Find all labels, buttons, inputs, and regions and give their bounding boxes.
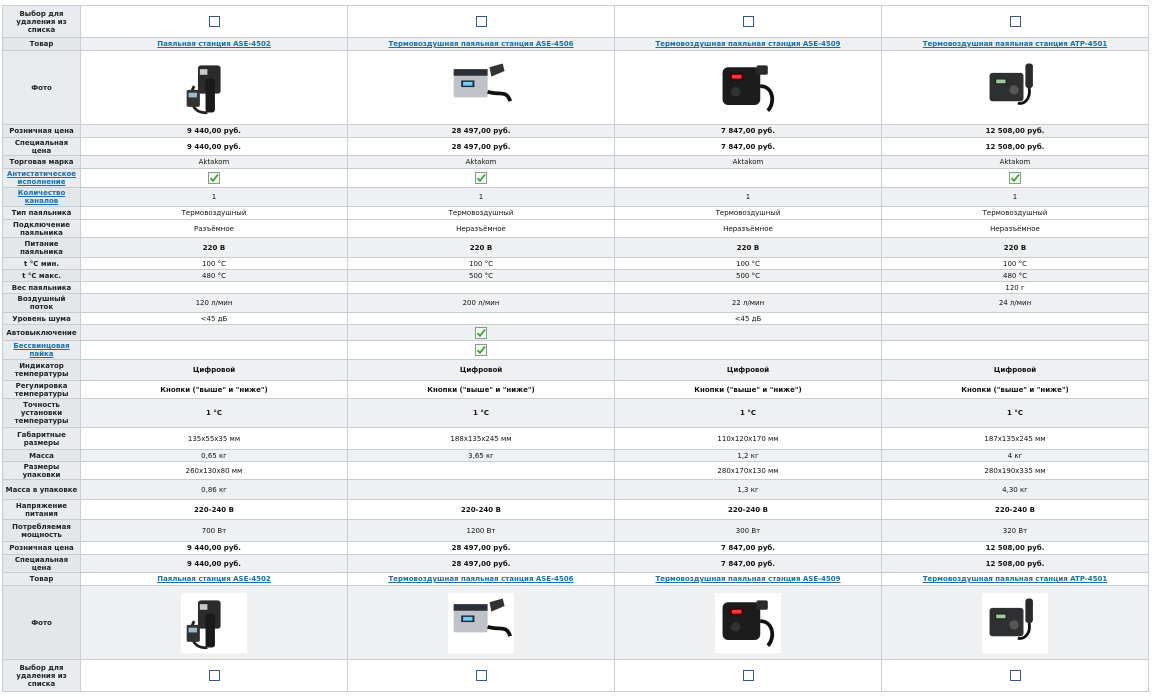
special-price-value: 28 497,00 руб. [348, 138, 615, 156]
temp-accuracy-value: 1 °C [81, 399, 348, 428]
row-label-product: Товар [3, 573, 81, 586]
airflow-value: 200 л/мин [348, 294, 615, 313]
iron-weight-value: 120 г [882, 282, 1149, 294]
special-price-value: 12 508,00 руб. [882, 138, 1149, 156]
dimensions-value: 187x135x245 мм [882, 428, 1149, 450]
antistatic-value [348, 169, 615, 188]
antistatic-value [615, 169, 882, 188]
row-select [3, 660, 1149, 692]
row-iron-weight [3, 282, 1149, 294]
row-label-iron-power: Питание паяльника [3, 238, 81, 258]
product-photo-cell [615, 51, 882, 125]
row-tmax [3, 270, 1149, 282]
special-price-value: 9 440,00 руб. [81, 555, 348, 573]
iron-weight-value [615, 282, 882, 294]
dimensions-value: 188x135x245 мм [348, 428, 615, 450]
row-retail-price [3, 542, 1149, 555]
remove-from-list-checkbox[interactable] [209, 16, 220, 27]
retail-price-value: 7 847,00 руб. [615, 542, 882, 555]
row-label-supply-voltage: Напряжение питания [3, 500, 81, 520]
temp-accuracy-value: 1 °C [882, 399, 1149, 428]
check-mark-icon [475, 172, 487, 184]
pack-dimensions-value: 280x170x130 мм [615, 462, 882, 480]
row-channels [3, 188, 1149, 207]
iron-weight-value [348, 282, 615, 294]
soldering-station-photo-icon[interactable] [181, 57, 247, 119]
row-pack-mass [3, 480, 1149, 500]
retail-price-value: 12 508,00 руб. [882, 542, 1149, 555]
row-label-special-price: Специальная цена [3, 138, 81, 156]
row-label-iron-weight: Вес паяльника [3, 282, 81, 294]
product-name-cell [81, 38, 348, 51]
product-name-cell [615, 38, 882, 51]
product-name-cell [615, 573, 882, 586]
row-leadfree [3, 341, 1149, 360]
autooff-value [81, 325, 348, 341]
special-price-value: 12 508,00 руб. [882, 555, 1149, 573]
product-link[interactable]: Термовоздушная паяльная станция ASE-4506 [388, 575, 574, 583]
iron-connection-value: Неразъёмное [615, 220, 882, 238]
product-name-cell [348, 573, 615, 586]
row-label-select: Выбор для удаления из списка [3, 6, 81, 38]
remove-checkbox-cell [615, 660, 882, 692]
soldering-station-photo-icon[interactable] [448, 57, 514, 119]
row-select [3, 6, 1149, 38]
power-consumption-value: 1200 Вт [348, 520, 615, 542]
row-label-mass: Масса [3, 450, 81, 462]
row-autooff [3, 325, 1149, 341]
comparison-table [2, 5, 1149, 692]
retail-price-value: 9 440,00 руб. [81, 125, 348, 138]
noise-value [348, 313, 615, 325]
product-link[interactable]: Термовоздушная паяльная станция ATP-4501 [922, 575, 1108, 583]
temp-indicator-value: Цифровой [615, 360, 882, 381]
iron-power-value: 220 В [615, 238, 882, 258]
product-photo-cell [882, 586, 1149, 660]
airflow-value: 22 л/мин [615, 294, 882, 313]
comparison-panel [2, 5, 1148, 692]
remove-checkbox-cell [882, 660, 1149, 692]
brand-value: Aktakom [615, 156, 882, 169]
temp-accuracy-value: 1 °C [615, 399, 882, 428]
noise-value: <45 дБ [81, 313, 348, 325]
row-label-iron-connection: Подключение паяльника [3, 220, 81, 238]
row-iron-connection [3, 220, 1149, 238]
iron-type-value: Термовоздушный [81, 207, 348, 220]
mass-value: 1,2 кг [615, 450, 882, 462]
soldering-station-photo-icon[interactable] [982, 57, 1048, 119]
mass-value: 0,65 кг [81, 450, 348, 462]
antistatic-help-link[interactable]: Антистатическое исполнение [6, 170, 77, 186]
check-mark-icon [208, 172, 220, 184]
row-brand [3, 156, 1149, 169]
pack-mass-value: 4,30 кг [882, 480, 1149, 500]
dimensions-value: 135x55x35 мм [81, 428, 348, 450]
row-supply-voltage [3, 500, 1149, 520]
remove-from-list-checkbox[interactable] [1010, 670, 1021, 681]
supply-voltage-value: 220-240 В [81, 500, 348, 520]
row-product [3, 38, 1149, 51]
row-special-price [3, 555, 1149, 573]
noise-value: <45 дБ [615, 313, 882, 325]
product-name-cell [81, 573, 348, 586]
pack-dimensions-value: 260x130x80 мм [81, 462, 348, 480]
iron-connection-value: Разъёмное [81, 220, 348, 238]
autooff-value [882, 325, 1149, 341]
row-label-brand: Торговая марка [3, 156, 81, 169]
remove-checkbox-cell [348, 6, 615, 38]
power-consumption-value: 300 Вт [615, 520, 882, 542]
row-label-retail-price: Розничная цена [3, 542, 81, 555]
row-label-product: Товар [3, 38, 81, 51]
row-power-consumption [3, 520, 1149, 542]
pack-dimensions-value [348, 462, 615, 480]
row-label-leadfree[interactable] [3, 341, 81, 360]
row-temp-accuracy [3, 399, 1149, 428]
special-price-value: 7 847,00 руб. [615, 138, 882, 156]
row-antistatic [3, 169, 1149, 188]
noise-value [882, 313, 1149, 325]
tmax-value: 480 °C [882, 270, 1149, 282]
pack-mass-value [348, 480, 615, 500]
dimensions-value: 110x120x170 мм [615, 428, 882, 450]
tmin-value: 100 °C [882, 258, 1149, 270]
iron-connection-value: Неразъёмное [348, 220, 615, 238]
row-retail-price [3, 125, 1149, 138]
retail-price-value: 12 508,00 руб. [882, 125, 1149, 138]
brand-value: Aktakom [348, 156, 615, 169]
product-name-cell [348, 38, 615, 51]
leadfree-help-link[interactable]: Бессвинцовая пайка [13, 342, 70, 358]
row-label-pack-mass: Масса в упаковке [3, 480, 81, 500]
product-link[interactable]: Термовоздушная паяльная станция ASE-4509 [655, 40, 841, 48]
row-label-select: Выбор для удаления из списка [3, 660, 81, 692]
mass-value: 4 кг [882, 450, 1149, 462]
row-label-autooff: Автовыключение [3, 325, 81, 341]
leadfree-value [81, 341, 348, 360]
autooff-value [615, 325, 882, 341]
iron-connection-value: Неразъёмное [882, 220, 1149, 238]
product-photo-cell [81, 586, 348, 660]
brand-value: Aktakom [81, 156, 348, 169]
pack-mass-value: 0,86 кг [81, 480, 348, 500]
row-label-photo: Фото [3, 586, 81, 660]
airflow-value: 120 л/мин [81, 294, 348, 313]
channels-help-link[interactable]: Количество каналов [17, 189, 66, 205]
temp-accuracy-value: 1 °C [348, 399, 615, 428]
product-name-cell [882, 38, 1149, 51]
iron-power-value: 220 В [882, 238, 1149, 258]
row-photo [3, 586, 1149, 660]
special-price-value: 28 497,00 руб. [348, 555, 615, 573]
brand-value: Aktakom [882, 156, 1149, 169]
row-label-photo: Фото [3, 51, 81, 125]
channels-value: 1 [348, 188, 615, 207]
tmin-value: 100 °C [348, 258, 615, 270]
remove-from-list-checkbox[interactable] [476, 670, 487, 681]
remove-checkbox-cell [348, 660, 615, 692]
special-price-value: 7 847,00 руб. [615, 555, 882, 573]
product-name-cell [882, 573, 1149, 586]
row-label-retail-price: Розничная цена [3, 125, 81, 138]
product-photo-cell [348, 51, 615, 125]
supply-voltage-value: 220-240 В [615, 500, 882, 520]
pack-mass-value: 1,3 кг [615, 480, 882, 500]
autooff-value [348, 325, 615, 341]
iron-type-value: Термовоздушный [615, 207, 882, 220]
iron-power-value: 220 В [81, 238, 348, 258]
row-label-channels[interactable] [3, 188, 81, 207]
row-label-airflow: Воздушный поток [3, 294, 81, 313]
antistatic-value [81, 169, 348, 188]
check-mark-icon [475, 327, 487, 339]
mass-value: 3,65 кг [348, 450, 615, 462]
row-label-pack-dimensions: Размеры упаковки [3, 462, 81, 480]
row-label-noise: Уровень шума [3, 313, 81, 325]
power-consumption-value: 320 Вт [882, 520, 1149, 542]
check-mark-icon [475, 344, 487, 356]
remove-checkbox-cell [615, 6, 882, 38]
power-consumption-value: 700 Вт [81, 520, 348, 542]
row-label-iron-type: Тип паяльника [3, 207, 81, 220]
iron-type-value: Термовоздушный [348, 207, 615, 220]
row-tmin [3, 258, 1149, 270]
supply-voltage-value: 220-240 В [348, 500, 615, 520]
row-product [3, 573, 1149, 586]
soldering-station-photo-icon[interactable] [448, 592, 514, 654]
soldering-station-photo-icon[interactable] [715, 592, 781, 654]
tmax-value: 480 °C [81, 270, 348, 282]
check-mark-icon [1009, 172, 1021, 184]
soldering-station-photo-icon[interactable] [181, 592, 247, 654]
row-photo [3, 51, 1149, 125]
tmax-value: 500 °C [348, 270, 615, 282]
retail-price-value: 7 847,00 руб. [615, 125, 882, 138]
channels-value: 1 [81, 188, 348, 207]
remove-from-list-checkbox[interactable] [476, 16, 487, 27]
row-label-dimensions: Габаритные размеры [3, 428, 81, 450]
remove-from-list-checkbox[interactable] [209, 670, 220, 681]
retail-price-value: 28 497,00 руб. [348, 542, 615, 555]
row-mass [3, 450, 1149, 462]
row-label-power-consumption: Потребляемая мощность [3, 520, 81, 542]
remove-checkbox-cell [81, 660, 348, 692]
antistatic-value [882, 169, 1149, 188]
row-label-tmax: t °C макс. [3, 270, 81, 282]
airflow-value: 24 л/мин [882, 294, 1149, 313]
tmin-value: 100 °C [81, 258, 348, 270]
remove-checkbox-cell [81, 6, 348, 38]
product-photo-cell [81, 51, 348, 125]
temp-indicator-value: Цифровой [882, 360, 1149, 381]
iron-weight-value [81, 282, 348, 294]
leadfree-value [348, 341, 615, 360]
special-price-value: 9 440,00 руб. [81, 138, 348, 156]
leadfree-value [882, 341, 1149, 360]
product-photo-cell [348, 586, 615, 660]
row-noise [3, 313, 1149, 325]
iron-type-value: Термовоздушный [882, 207, 1149, 220]
row-label-antistatic[interactable] [3, 169, 81, 188]
retail-price-value: 9 440,00 руб. [81, 542, 348, 555]
product-link[interactable]: Термовоздушная паяльная станция ATP-4501 [922, 40, 1108, 48]
product-photo-cell [882, 51, 1149, 125]
pack-dimensions-value: 280x190x335 мм [882, 462, 1149, 480]
remove-from-list-checkbox[interactable] [1010, 16, 1021, 27]
remove-from-list-checkbox[interactable] [743, 16, 754, 27]
tmin-value: 100 °C [615, 258, 882, 270]
temp-regulation-value: Кнопки ("выше" и "ниже") [348, 381, 615, 399]
row-pack-dimensions [3, 462, 1149, 480]
temp-regulation-value: Кнопки ("выше" и "ниже") [615, 381, 882, 399]
row-label-temp-indicator: Индикатор температуры [3, 360, 81, 381]
retail-price-value: 28 497,00 руб. [348, 125, 615, 138]
tmax-value: 500 °C [615, 270, 882, 282]
channels-value: 1 [615, 188, 882, 207]
row-airflow [3, 294, 1149, 313]
soldering-station-photo-icon[interactable] [715, 57, 781, 119]
row-iron-type [3, 207, 1149, 220]
product-photo-cell [615, 586, 882, 660]
remove-from-list-checkbox[interactable] [743, 670, 754, 681]
row-label-tmin: t °C мин. [3, 258, 81, 270]
temp-regulation-value: Кнопки ("выше" и "ниже") [882, 381, 1149, 399]
remove-checkbox-cell [882, 6, 1149, 38]
temp-regulation-value: Кнопки ("выше" и "ниже") [81, 381, 348, 399]
product-link[interactable]: Паяльная станция ASE-4502 [157, 575, 271, 583]
soldering-station-photo-icon[interactable] [982, 592, 1048, 654]
leadfree-value [615, 341, 882, 360]
row-label-temp-accuracy: Точность установки температуры [3, 399, 81, 428]
temp-indicator-value: Цифровой [348, 360, 615, 381]
row-iron-power [3, 238, 1149, 258]
temp-indicator-value: Цифровой [81, 360, 348, 381]
supply-voltage-value: 220-240 В [882, 500, 1149, 520]
row-temp-indicator [3, 360, 1149, 381]
row-label-special-price: Специальная цена [3, 555, 81, 573]
product-link[interactable]: Термовоздушная паяльная станция ASE-4506 [388, 40, 574, 48]
product-link[interactable]: Паяльная станция ASE-4502 [157, 40, 271, 48]
row-label-temp-regulation: Регулировка температуры [3, 381, 81, 399]
row-dimensions [3, 428, 1149, 450]
row-temp-regulation [3, 381, 1149, 399]
channels-value: 1 [882, 188, 1149, 207]
product-link[interactable]: Термовоздушная паяльная станция ASE-4509 [655, 575, 841, 583]
row-special-price [3, 138, 1149, 156]
iron-power-value: 220 В [348, 238, 615, 258]
